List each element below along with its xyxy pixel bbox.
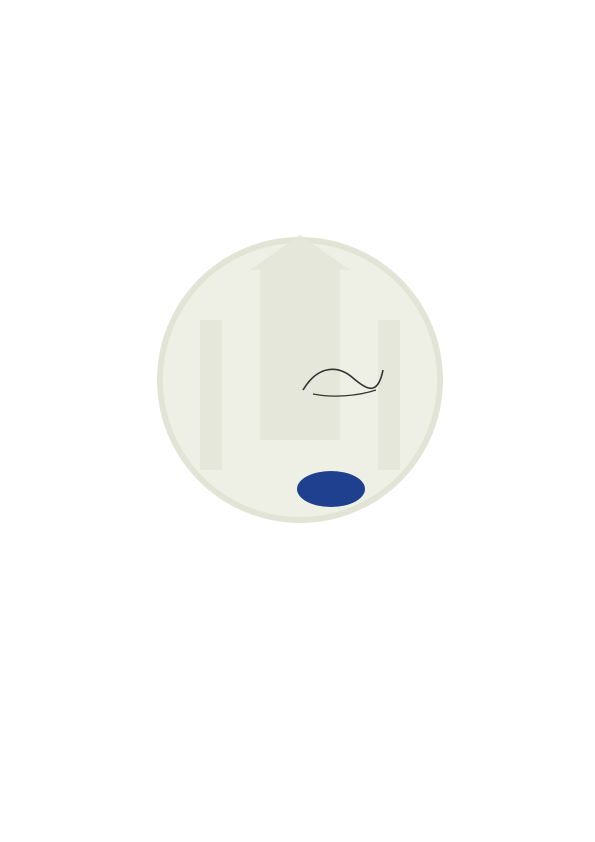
official-stamp bbox=[296, 470, 366, 508]
signature-scribble bbox=[298, 360, 388, 400]
decorative-border-right bbox=[571, 0, 589, 842]
decorative-border-left bbox=[6, 0, 24, 842]
decorative-border-top bbox=[0, 6, 595, 24]
decorative-border-bottom bbox=[0, 818, 595, 836]
